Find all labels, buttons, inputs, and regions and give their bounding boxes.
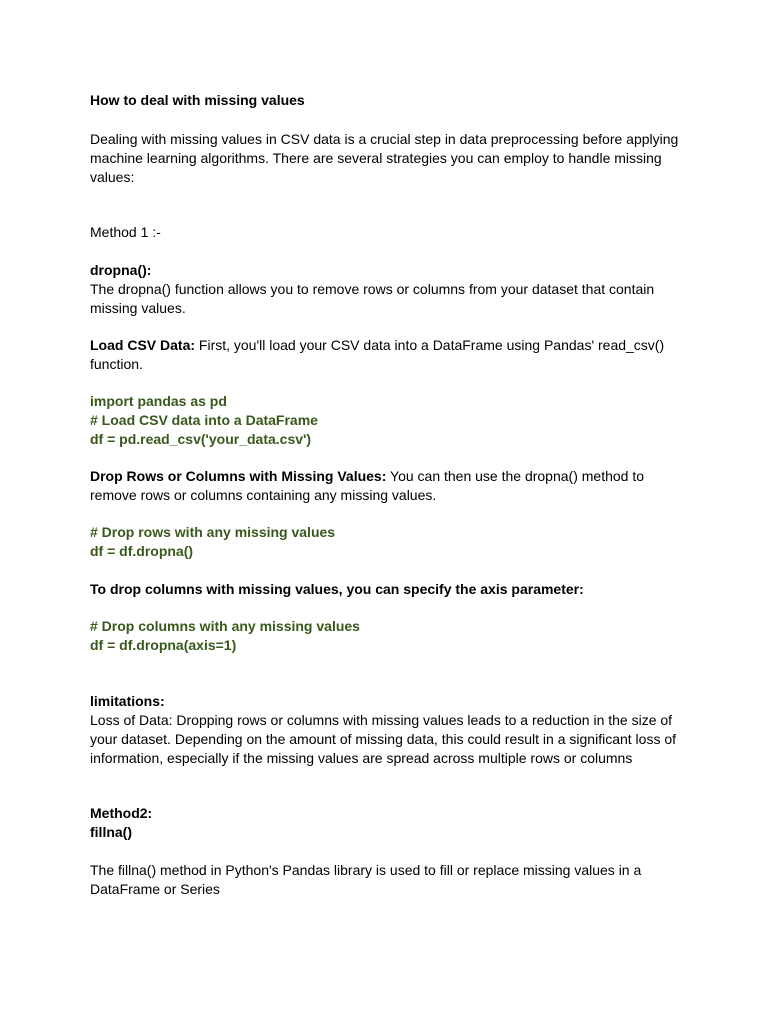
load-csv-label: Load CSV Data: bbox=[90, 337, 196, 353]
method2-description-line: DataFrame or Series bbox=[90, 881, 220, 897]
code-comment: # Load CSV data into a DataFrame bbox=[90, 412, 318, 428]
limitations-line: Loss of Data: Dropping rows or columns with missing values leads to a reduction in the size of bbox=[90, 712, 673, 728]
code-line: df = df.dropna(axis=1) bbox=[90, 637, 237, 653]
code-line: df = df.dropna() bbox=[90, 543, 194, 559]
method1-description-line: The dropna() function allows you to remove rows or columns from your dataset that contain bbox=[90, 281, 655, 297]
drop-rows-text: You can then use the dropna() method to bbox=[386, 468, 645, 484]
limitations-heading: limitations: bbox=[90, 693, 165, 709]
intro-line: Dealing with missing values in CSV data is a crucial step in data preprocessing before applying bbox=[90, 131, 679, 147]
method1-description-line: missing values. bbox=[90, 300, 186, 316]
limitations-line: your dataset. Depending on the amount of missing data, this could result in a significant loss of bbox=[90, 731, 677, 747]
method1-name: dropna(): bbox=[90, 262, 152, 278]
code-comment: # Drop columns with any missing values bbox=[90, 618, 360, 634]
method2-description-line: The fillna() method in Python's Pandas library is used to fill or replace missing values in a bbox=[90, 862, 642, 878]
code-comment: # Drop rows with any missing values bbox=[90, 524, 336, 540]
load-csv-paragraph bbox=[90, 336, 664, 355]
intro-line: values: bbox=[90, 169, 135, 185]
document-title: How to deal with missing values bbox=[90, 92, 305, 108]
code-line: df = pd.read_csv('your_data.csv') bbox=[90, 431, 312, 447]
method2-name: fillna() bbox=[90, 824, 132, 840]
drop-rows-label: Drop Rows or Columns with Missing Values: bbox=[90, 468, 387, 484]
method2-heading: Method2: bbox=[90, 805, 153, 821]
drop-rows-paragraph bbox=[90, 467, 644, 486]
load-csv-text-cont: function. bbox=[90, 356, 143, 372]
axis-note: To drop columns with missing values, you can specify the axis parameter: bbox=[90, 581, 584, 597]
code-line: import pandas as pd bbox=[90, 393, 227, 409]
intro-line: machine learning algorithms. There are several strategies you can employ to handle missing bbox=[90, 150, 662, 166]
load-csv-text: First, you'll load your CSV data into a DataFrame using Pandas' read_csv() bbox=[195, 337, 665, 353]
limitations-line: information, especially if the missing values are spread across multiple rows or columns bbox=[90, 750, 633, 766]
drop-rows-text-cont: remove rows or columns containing any missing values. bbox=[90, 487, 437, 503]
method1-heading: Method 1 :- bbox=[90, 224, 161, 240]
